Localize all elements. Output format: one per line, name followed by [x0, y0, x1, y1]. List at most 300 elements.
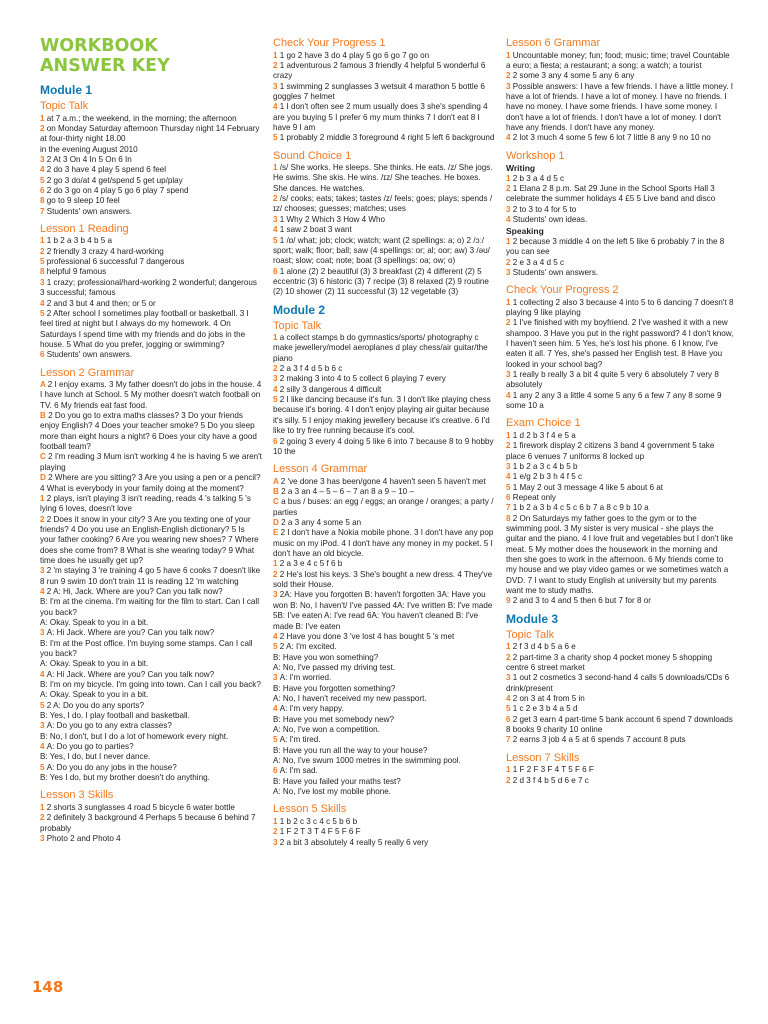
- answer-line: [506, 237, 734, 258]
- exercise-number: 5: [273, 235, 280, 245]
- answer-line: B: I'm at the Post office. I'm buying some stamps. Can I call you back?: [40, 638, 253, 658]
- answer-text: 2 go 3 do/at 4 get/spend 5 get up/play: [46, 175, 183, 185]
- answer-line: B: I'm at the cinema. I'm waiting for the film to start. Can I call you back?: [40, 597, 260, 617]
- exercise-number: 6: [506, 493, 513, 503]
- answer-line: [273, 817, 497, 827]
- answer-text: 2 friendly 3 crazy 4 hard-working: [46, 246, 164, 256]
- module-heading: Module 3: [506, 611, 559, 626]
- section-heading: Lesson 6 Grammar: [506, 37, 601, 49]
- answer-text: A: Do you go to any extra classes?: [46, 721, 172, 731]
- section-heading: Sound Choice 1: [273, 149, 352, 162]
- answer-text: 2 'm staying 3 're training 4 go 5 have 6 cooks 7 doesn't like 8 run 9 swim 10 don't train 11 is reading 12 'm watching: [40, 566, 261, 586]
- answer-line: [40, 742, 262, 752]
- exercise-number: 3: [40, 566, 47, 576]
- exercise-number: C: [273, 497, 282, 507]
- exercise-number: 6: [506, 714, 513, 724]
- answer-text: 1 I don't often see 2 mum usually does 3 she's spending 4 are you buying 5 I prefer 6 my mum thinks 7 I don't eat 8 I have 9 I am: [273, 102, 488, 132]
- answer-text: 2 definitely 3 background 4 Perhaps 5 because 6 behind 7 probably: [40, 813, 256, 833]
- answer-line: [506, 82, 734, 134]
- answer-line: [40, 207, 262, 217]
- answer-text: 2 do 3 go on 4 play 5 go 6 play 7 spend: [46, 185, 189, 195]
- answer-text: 1 I've finished with my boyfriend. 2 I've washed it with a new shampoo. 3 Have you put in the right password? 4 I don't know, I haven't seen him. 5 Yes, he's lost his phone. 6 I know, I've eaten it all. 7 Yes, she's passed her English test. 8 Have you looked in your school bag?: [506, 318, 734, 369]
- answer-text: 1 e/g 2 b 3 h 4 f 5 c: [512, 472, 583, 482]
- exercise-number: 2: [273, 569, 280, 579]
- answer-text: 2 Does it snow in your city? 3 Are you texting one of your friends? 4 Do you use an English-English dictionary? 5 Is your father cooking? 6 Are you wearing new shoes? 7 Where does she come from? 8 What is she wearing today? 9 What time does he usually get up?: [40, 514, 259, 565]
- exercise-number: 3: [273, 590, 280, 600]
- exercise-number: 4: [40, 586, 47, 596]
- exercise-number: 1: [506, 50, 513, 60]
- exercise-number: 2: [506, 318, 513, 328]
- exercise-number: 2: [506, 441, 513, 451]
- answer-text: 2 At 3 On 4 In 5 On 6 In: [46, 154, 132, 164]
- answer-text: 2 do 3 have 4 play 5 spend 6 feel: [46, 165, 167, 175]
- answer-text: 1 collecting 2 also 3 because 4 into 5 to 6 dancing 7 doesn't 8 playing 9 like playing: [506, 297, 734, 318]
- answer-line: [40, 813, 262, 834]
- answer-text: 2 and 3 to 4 and 5 then 6 but 7 for 8 or: [512, 596, 651, 606]
- exercise-number: 5: [273, 395, 280, 405]
- answer-text: 2 f 3 d 4 b 5 a 6 e: [512, 642, 576, 652]
- answer-line: [273, 51, 497, 61]
- answer-text: 2 Do you go to extra maths classes? 3 Do your friends enjoy English? 4 Does your teacher smoke? 5 Do you sleep more than eight hours a night? 6 Does your city have a good football team?: [40, 411, 257, 452]
- exercise-number: 1: [273, 816, 280, 826]
- answer-line: [273, 61, 497, 82]
- answer-line: [40, 834, 262, 844]
- exercise-number: 4: [506, 214, 513, 224]
- exercise-number: 2: [40, 246, 47, 256]
- exercise-number: 3: [506, 204, 513, 214]
- exercise-number: 4: [273, 384, 280, 394]
- answer-line: A: Okay. Speak to you in a bit.: [40, 617, 149, 627]
- answer-line: [273, 395, 497, 436]
- answer-line: [40, 701, 262, 711]
- answer-text: A: I'm tired.: [279, 735, 321, 745]
- section-heading: Lesson 3 Skills: [40, 789, 114, 802]
- answer-text: Repeat only: [512, 493, 556, 503]
- answer-line: [506, 431, 734, 441]
- exercise-number: 2: [506, 775, 513, 785]
- answer-text: 2 He's lost his keys. 3 She's bought a new dress. 4 They've sold their House.: [273, 569, 493, 590]
- answer-line: [506, 715, 734, 736]
- answer-text: 2 and 3 but 4 and then; or 5 or: [46, 298, 156, 308]
- answer-line: [40, 236, 262, 246]
- answer-line: [273, 215, 497, 225]
- answer-text: 2 silly 3 dangerous 4 difficult: [279, 384, 382, 394]
- answer-column-1: [40, 36, 262, 844]
- answer-text: 1 b 2 a 3 b 4 c 5 c 6 b 7 a 8 c 9 b 10 a: [512, 503, 649, 513]
- answer-text: Students' own ideas.: [512, 214, 588, 224]
- exercise-number: 5: [273, 133, 280, 143]
- answer-line: [273, 528, 497, 559]
- answer-line: B: Have you run all the way to your house?: [273, 745, 428, 755]
- answer-text: A: Hi Jack. Where are you? Can you talk now?: [46, 628, 215, 638]
- answer-line: [506, 514, 734, 597]
- answer-line: B: Have you met somebody new?: [273, 714, 395, 724]
- answer-line: [506, 596, 734, 606]
- answer-line: A: Okay. Speak to you in a bit.: [40, 659, 149, 669]
- answer-text: A: Hi Jack. Where are you? Can you talk now?: [46, 669, 215, 679]
- exercise-number: B: [40, 411, 49, 421]
- answer-text: 1 F 2 T 3 T 4 F 5 F 6 F: [279, 827, 361, 837]
- answer-line: [273, 838, 497, 848]
- answer-line: [40, 196, 262, 206]
- answer-line: [506, 370, 734, 391]
- section-heading: Lesson 7 Skills: [506, 751, 580, 764]
- exercise-number: 3: [273, 673, 280, 683]
- answer-line: [506, 673, 734, 694]
- exercise-number: 3: [40, 834, 47, 843]
- exercise-number: 5: [40, 700, 47, 710]
- answer-text: 1 out 2 cosmetics 3 second-hand 4 calls 5 downloads/CDs 6 drink/present: [506, 673, 730, 693]
- exercise-number: 3: [273, 214, 280, 224]
- answer-text: Possible answers: I have a few friends. I have a little money. I have a lot of friends. I have a lot of money. I have no friends. I have no money. I have some friends. I have some money. I don't have a lot of friends. I don't have a lot of money. I don't have any friends. I don't have any money.: [506, 81, 734, 132]
- page-number: 148: [32, 978, 64, 996]
- answer-line: [273, 827, 497, 837]
- answer-line: B: Yes, I do. I play football and basketball.: [40, 711, 190, 721]
- answer-line: [273, 673, 497, 683]
- answer-text: 2 lot 3 much 4 some 5 few 6 lot 7 little 8 any 9 no 10 no: [512, 133, 711, 143]
- answer-text: Students' own answers.: [46, 350, 132, 360]
- exercise-number: 4: [40, 165, 47, 175]
- answer-line: [506, 268, 734, 278]
- answer-text: 1 alone (2) 2 beautiful (3) 3 breakfast (2) 4 different (2) 5 eccentric (3) 6 historic (3) 7 recipe (3) 8 relaxed (2) 9 routine (2) 10 shower (2) 11 successful (3) 12 vegetable (3): [273, 266, 489, 297]
- answer-line: [506, 694, 734, 704]
- answer-text: at 7 a.m.; the weekend, in the morning; the afternoon: [46, 113, 237, 123]
- exercise-number: D: [273, 518, 282, 528]
- answer-text: professional 6 successful 7 dangerous: [46, 257, 185, 267]
- answer-line: B: Yes, I do, but I never dance.: [40, 752, 151, 762]
- answer-line: [40, 494, 262, 515]
- answer-line: [506, 215, 734, 225]
- answer-line: [273, 518, 497, 528]
- answer-text: 2 part-time 3 a charity shop 4 pocket money 5 shopping centre 6 street market: [506, 652, 713, 672]
- answer-text: 2 d 3 f 4 b 5 d 6 e 7 c: [512, 775, 589, 785]
- exercise-number: 2: [40, 514, 47, 524]
- answer-line: [40, 411, 262, 452]
- answer-line: [506, 51, 734, 72]
- exercise-number: 4: [506, 390, 513, 400]
- answer-line: [506, 642, 734, 652]
- answer-text: A: Do you go to parties?: [46, 742, 134, 752]
- answer-text: 2 I like dancing because it's fun. 3 I don't like playing chess because it's boring. 4 I don't enjoy playing air guitar because it's silly. 5 I enjoy making jewellery because it's creative. 6 I'd like to try free running because it's cool.: [273, 395, 491, 436]
- answer-line: B: Have you won something?: [273, 652, 379, 662]
- answer-line: [40, 299, 262, 309]
- answer-text: 2 get 3 earn 4 part-time 5 bank account 6 spend 7 downloads 8 books 9 charity 10 online: [506, 714, 733, 735]
- answer-text: 2 because 3 middle 4 on the left 5 like 6 probably 7 in the 8 you can see: [506, 236, 725, 257]
- answer-text: 2 a bit 3 absolutely 4 really 5 really 6 very: [279, 837, 429, 847]
- answer-line: [506, 462, 734, 472]
- module-heading: Module 2: [273, 302, 326, 317]
- answer-text: 2 After school I sometimes play football or basketball. 3 I feel tired at night but I always do my homework. 4 On Saturdays I spend time with my friends and do jobs in the house. 5 What do you prefer, jogging or swimming?: [40, 308, 249, 349]
- exercise-number: 1: [40, 802, 47, 812]
- exercise-number: 2: [506, 71, 513, 81]
- answer-line: [40, 721, 262, 731]
- exercise-number: E: [273, 528, 281, 538]
- answer-line: [273, 497, 497, 518]
- answer-text: 2 A: I'm excited.: [279, 642, 337, 652]
- answer-line: [40, 278, 262, 299]
- exercise-number: 3: [506, 673, 513, 683]
- exercise-number: 1: [273, 559, 280, 569]
- answer-text: 2 A: Hi, Jack. Where are you? Can you talk now?: [46, 586, 223, 596]
- exercise-number: 3: [273, 81, 280, 91]
- answer-line: [40, 114, 262, 124]
- answer-text: a collect stamps b do gymnastics/sports/ photography c make jewellery/model aeroplanes d play chess/air guitar/the piano: [273, 333, 488, 363]
- section-heading: Topic Talk: [40, 100, 89, 112]
- exercise-number: A: [40, 380, 48, 390]
- answer-line: [40, 350, 262, 360]
- exercise-number: 5: [40, 175, 47, 185]
- answer-text: 1 b 2 a 3 b 4 b 5 a: [46, 236, 113, 246]
- answer-line: [506, 653, 734, 674]
- answer-text: Students' own answers.: [46, 206, 132, 216]
- exercise-number: 4: [506, 133, 513, 143]
- answer-line: B: I'm on my bicycle. I'm going into town. Can I call you back?: [40, 680, 261, 690]
- answer-line: B: No, I don't, but I do a lot of homework every night.: [40, 731, 229, 741]
- answer-line: A: No, I've lost my mobile phone.: [273, 787, 392, 796]
- exercise-number: 6: [40, 185, 47, 195]
- answer-text: 1 probably 2 middle 3 foreground 4 right 5 left 6 background: [279, 133, 495, 143]
- answer-line: [273, 82, 497, 103]
- section-heading: Topic Talk: [273, 319, 322, 332]
- exercise-number: 4: [273, 225, 280, 235]
- exercise-number: 6: [273, 436, 280, 446]
- exercise-number: 3: [506, 462, 513, 471]
- answer-text: 1 c 2 e 3 b 4 a 5 d: [512, 704, 578, 714]
- answer-line: [506, 493, 734, 503]
- exercise-number: 4: [506, 694, 513, 704]
- answer-line: [273, 487, 497, 497]
- answer-text: 1 saw 2 boat 3 want: [279, 225, 352, 235]
- answer-line: [273, 102, 497, 133]
- answer-line: [40, 257, 262, 267]
- exercise-number: 4: [273, 102, 280, 112]
- answer-text: 1 Why 2 Which 3 How 4 Who: [279, 214, 386, 224]
- exercise-number: 3: [506, 81, 513, 91]
- exercise-number: 7: [506, 735, 513, 745]
- answer-text: 2 on 3 at 4 from 5 in: [512, 694, 585, 704]
- exercise-number: 2: [40, 813, 47, 823]
- answer-line: [506, 441, 734, 462]
- answer-line: B: Yes I do, but my brother doesn't do anything.: [40, 773, 210, 783]
- answer-text: 1 May 2 out 3 message 4 like 5 about 6 at: [512, 482, 664, 492]
- answer-line: [40, 267, 262, 277]
- answer-text: 1 b 2 a 3 c 4 b 5 b: [512, 462, 578, 471]
- exercise-number: 5: [40, 257, 47, 267]
- answer-line: [506, 391, 734, 412]
- answer-line: [506, 318, 734, 370]
- answer-line: [273, 437, 497, 458]
- answer-line: [273, 642, 497, 652]
- answer-line: [506, 184, 734, 205]
- exercise-number: 3: [40, 154, 47, 164]
- answer-line: in the evening August 2010: [40, 144, 138, 154]
- exercise-number: 1: [506, 236, 513, 246]
- answer-text: go to 9 sleep 10 feel: [46, 196, 120, 206]
- exercise-number: A: [273, 476, 281, 486]
- exercise-number: 1: [506, 642, 513, 652]
- answer-line: A: No, I've won a competition.: [273, 724, 380, 734]
- exercise-number: 3: [40, 628, 47, 638]
- answer-line: [40, 566, 262, 587]
- section-heading: Lesson 2 Grammar: [40, 366, 135, 379]
- answer-text: on Monday Saturday afternoon Thursday night 14 February at four-thirty night 18.00: [40, 123, 260, 144]
- exercise-number: 5: [40, 762, 47, 772]
- answer-text: 1 Elana 2 8 p.m. Sat 29 June in the School Sports Hall 3 celebrate the summer holidays 4 £5 5 Live band and disco: [506, 183, 716, 204]
- exercise-number: 5: [40, 308, 47, 318]
- exercise-number: 3: [40, 277, 47, 287]
- answer-text: /s/ cooks; eats; takes; tastes /z/ feels; goes; plays; spends /ɪz/ chooses; guesses; matches; uses: [273, 194, 493, 214]
- answer-line: [40, 628, 262, 638]
- answer-text: 1 b 2 c 3 c 4 c 5 b 6 b: [279, 816, 358, 826]
- answer-line: [506, 174, 734, 184]
- answer-line: [506, 483, 734, 493]
- exercise-number: 2: [273, 827, 280, 837]
- answer-line: A: No, I've passed my driving test.: [273, 662, 396, 672]
- answer-line: [506, 735, 734, 745]
- answer-text: 1 go 2 have 3 do 4 play 5 go 6 go 7 go on: [279, 50, 430, 60]
- section-heading: Lesson 4 Grammar: [273, 463, 368, 476]
- answer-text: A: I'm very happy.: [279, 704, 344, 714]
- page-title: WORKBOOK ANSWER KEY: [40, 36, 170, 76]
- exercise-number: 8: [40, 196, 47, 206]
- answer-line: [273, 163, 497, 194]
- exercise-number: 3: [506, 370, 513, 380]
- answer-line: [40, 452, 262, 473]
- answer-text: Uncountable money; fun; food; music; time; travel Countable a euro; a fiesta; a restaurant; a song; a watch; a tourist: [506, 50, 730, 70]
- answer-line: [506, 298, 734, 319]
- exercise-number: 6: [273, 766, 280, 776]
- exercise-number: 9: [506, 596, 513, 606]
- answer-line: [273, 559, 497, 569]
- exercise-number: 4: [273, 704, 280, 714]
- subsection-heading: Speaking: [506, 226, 544, 237]
- answer-line: [506, 704, 734, 714]
- exercise-number: 7: [506, 503, 513, 513]
- answer-text: 1 d 2 b 3 f 4 e 5 a: [512, 430, 576, 440]
- answer-line: [273, 477, 497, 487]
- answer-line: [40, 587, 262, 597]
- answer-text: 2 I enjoy exams. 3 My father doesn't do jobs in the house. 4 I have lunch at School. 5 My mother doesn't watch football on TV. 6 My friends eat fast food.: [40, 380, 262, 410]
- answer-line: [273, 632, 497, 642]
- exercise-number: 4: [40, 742, 47, 752]
- answer-text: 2 some 3 any 4 some 5 any 6 any: [512, 71, 635, 81]
- answer-line: [273, 570, 497, 591]
- exercise-number: 1: [40, 113, 47, 123]
- answer-line: A: Okay. Speak to you in a bit.: [40, 690, 149, 700]
- exercise-number: 4: [40, 298, 47, 308]
- answer-text: 2 going 3 every 4 doing 5 like 6 into 7 because 8 to 9 hobby 10 the: [273, 436, 494, 456]
- answer-line: [273, 194, 497, 215]
- answer-text: 2 making 3 into 4 to 5 collect 6 playing 7 every: [279, 374, 446, 384]
- answer-text: 2 've done 3 has been/gone 4 haven't seen 5 haven't met: [280, 476, 486, 486]
- answer-line: [506, 503, 734, 513]
- answer-text: 2 I'm reading 3 Mum isn't working 4 he is having 5 we aren't playing: [40, 452, 262, 472]
- exercise-number: 5: [506, 482, 513, 492]
- exercise-number: 3: [506, 267, 513, 277]
- answer-line: [506, 133, 734, 143]
- exercise-number: 3: [273, 837, 280, 847]
- answer-line: [273, 333, 497, 364]
- answer-line: [273, 766, 497, 776]
- exercise-number: 8: [40, 267, 47, 277]
- answer-line: [40, 380, 262, 411]
- answer-line: [40, 155, 262, 165]
- answer-text: 2 A: Do you do any sports?: [46, 700, 144, 710]
- exercise-number: 2: [40, 123, 47, 133]
- answer-text: 2 a 3 f 4 d 5 b 6 c: [279, 364, 343, 374]
- answer-line: [506, 776, 734, 786]
- answer-line: [506, 472, 734, 482]
- answer-text: 2 a 3 e 4 c 5 f 6 b: [279, 559, 343, 569]
- answer-line: B: Have you forgotten something?: [273, 683, 396, 693]
- answer-text: A: I'm sad.: [279, 766, 318, 776]
- exercise-number: 1: [506, 173, 513, 183]
- answer-line: A: No, I've swum 1000 metres in the swimming pool.: [273, 755, 461, 765]
- answer-line: [506, 765, 734, 775]
- answer-text: 2 to 3 to 4 for 5 to: [512, 204, 577, 214]
- answer-text: 2 earns 3 job 4 a 5 at 6 spends 7 account 8 puts: [512, 735, 686, 745]
- exercise-number: 5: [273, 642, 280, 652]
- answer-line: [273, 385, 497, 395]
- exercise-number: 1: [273, 50, 280, 60]
- answer-line: [273, 590, 497, 631]
- exercise-number: 3: [40, 721, 47, 731]
- answer-line: [273, 133, 497, 143]
- answer-text: 1 really b really 3 a bit 4 quite 5 very 6 absolutely 7 very 8 absolutely: [506, 370, 719, 390]
- exercise-number: 4: [506, 472, 513, 482]
- section-heading: Workshop 1: [506, 149, 565, 162]
- answer-text: 1 firework display 2 citizens 3 band 4 government 5 take place 6 venues 7 uniforms 8 locked up: [506, 441, 715, 461]
- answer-line: [40, 247, 262, 257]
- exercise-number: 1: [506, 765, 513, 775]
- exercise-number: B: [273, 487, 282, 497]
- answer-line: [40, 309, 262, 350]
- answer-line: [506, 205, 734, 215]
- exercise-number: D: [40, 473, 49, 483]
- answer-line: [273, 225, 497, 235]
- exercise-number: 3: [273, 374, 280, 384]
- exercise-number: 2: [506, 652, 513, 662]
- exercise-number: 8: [506, 513, 513, 523]
- answer-line: [506, 71, 734, 81]
- answer-text: Students' own answers.: [512, 267, 598, 277]
- answer-line: [273, 267, 497, 298]
- answer-line: [40, 165, 262, 175]
- section-heading: Check Your Progress 1: [273, 37, 386, 49]
- answer-text: A: Do you do any jobs in the house?: [46, 762, 177, 772]
- answer-text: 1 F 2 F 3 F 4 T 5 F 6 F: [512, 765, 594, 775]
- answer-line: [40, 176, 262, 186]
- answer-line: [40, 473, 262, 494]
- exercise-number: 6: [273, 266, 280, 276]
- exercise-number: 7: [40, 206, 47, 216]
- answer-text: 2 plays, isn't playing 3 isn't reading, reads 4 's talking 5 's lying 6 loves, doesn't love: [40, 493, 251, 514]
- exercise-number: 1: [273, 163, 280, 173]
- answer-text: 2 a 3 any 4 some 5 an: [281, 518, 362, 528]
- answer-line: [273, 364, 497, 374]
- answer-text: 1 adventurous 2 famous 3 friendly 4 helpful 5 wonderful 6 crazy: [273, 60, 486, 81]
- answer-line: [40, 803, 262, 813]
- answer-column-2: [273, 36, 497, 848]
- exercise-number: 2: [506, 257, 513, 267]
- answer-text: /s/ She works. He sleeps. She thinks. He eats. /z/ She jogs. He swims. She skis. He wins. /ɪz/ She teaches. He boxes. She dances. He watches.: [273, 163, 493, 193]
- subsection-heading: Writing: [506, 163, 536, 174]
- section-heading: Check Your Progress 2: [506, 284, 619, 297]
- answer-line: [273, 735, 497, 745]
- answer-text: helpful 9 famous: [46, 267, 107, 277]
- exercise-number: 2: [273, 364, 280, 374]
- answer-text: 1 /ɒ/ what; job; clock; watch; want (2 spellings: a; o) 2 /ɔː/ sport; walk; floor; ball; saw (4 spellings: or; al; oor; aw) 3 /əʊ/ roast; slow; coat; note; boat (3 spellings: oa; ow; o): [273, 235, 490, 266]
